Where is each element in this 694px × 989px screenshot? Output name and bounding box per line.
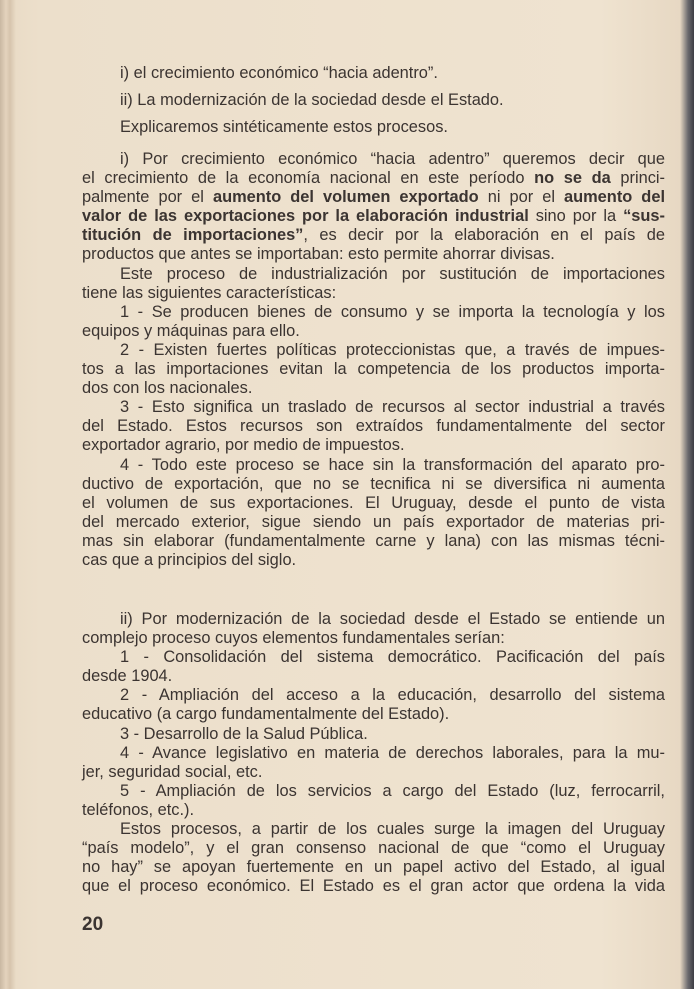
text-segment: 1 - Se producen bienes de consumo y se importa la tecnología y los — [120, 302, 665, 321]
text-segment: 4 - Avance legislativo en materia de derechos laborales, para la mu- — [120, 743, 665, 762]
text-line — [82, 801, 665, 820]
text-segment: 1 - Consolidación del sistema democrático. Pacificación del país — [120, 648, 665, 667]
text-segment: que el proceso económico. El Estado es el gran actor que ordena la vida — [82, 877, 665, 896]
bold-text: no se da — [534, 169, 611, 188]
text-segment: 5 - Ampliación de los servicios a cargo del Estado (luz, ferrocarril, — [120, 781, 665, 800]
text-line — [82, 245, 665, 264]
text-segment: del Estado. Estos recursos son extraídos fundamentalmente del sector — [82, 417, 665, 436]
text-line — [82, 60, 665, 87]
text-line — [82, 87, 665, 114]
text-segment: educativo (a cargo fundamentalmente del Estado). — [82, 705, 450, 724]
text-line — [82, 494, 665, 513]
text-segment: ii) Por modernización de la sociedad desde el Estado se entiende un — [120, 610, 665, 628]
text-line — [82, 169, 665, 188]
text-line — [82, 744, 665, 763]
text-line — [82, 417, 665, 436]
text-segment: productos que antes se importaban: esto permite ahorrar divisas. — [82, 245, 555, 264]
intro-list — [82, 60, 665, 141]
text-segment: 4 - Todo este proceso se hace sin la transformación del aparato pro- — [120, 455, 665, 474]
bold-text: valor de las exportaciones por la elaboración industrial — [82, 207, 529, 226]
text-segment: desde 1904. — [82, 667, 173, 686]
text-line — [82, 667, 665, 686]
text-segment: complejo proceso cuyos elementos fundamentales serían: — [82, 629, 505, 648]
text-line — [82, 705, 665, 724]
text-line — [82, 303, 665, 322]
text-segment: , es decir por la elaboración en el país de — [303, 226, 665, 245]
text-line — [82, 725, 665, 744]
text-line — [82, 475, 665, 494]
text-line — [82, 877, 665, 896]
text-segment: ni por el — [478, 188, 564, 207]
text-segment: exportador agrario, por medio de impuestos. — [82, 436, 405, 455]
text-segment: Estos procesos, a partir de los cuales surge la imagen del Uruguay — [120, 820, 665, 839]
text-segment: tos a las importaciones evitan la competencia de los productos importa- — [82, 360, 665, 379]
bold-text: aumento del — [563, 188, 665, 207]
text-line — [82, 858, 665, 877]
text-segment: jer, seguridad social, etc. — [82, 762, 263, 781]
text-line — [82, 265, 665, 284]
text-line — [82, 610, 665, 629]
text-line — [82, 226, 665, 245]
text-line — [82, 513, 665, 532]
text-segment: Explicaremos sintéticamente estos procesos. — [120, 118, 448, 136]
text-segment: del mercado exterior, sigue siendo un país exportador de materias pri- — [82, 512, 665, 531]
text-line — [82, 839, 665, 858]
text-line — [82, 150, 665, 169]
text-line — [82, 648, 665, 667]
bold-text: “sus- — [623, 207, 665, 226]
text-segment: mas sin elaborar (fundamentalmente carne y lana) con las mismas técni- — [82, 531, 665, 550]
text-segment: 3 - Desarrollo de la Salud Pública. — [120, 724, 368, 743]
text-line — [82, 629, 665, 648]
text-segment: no hay” se apoyan fuertemente en un papel activo del Estado, al igual — [82, 858, 665, 877]
section-modernizacion — [82, 610, 665, 896]
text-segment: 2 - Ampliación del acceso a la educación, desarrollo del sistema — [120, 686, 665, 705]
text-line — [82, 284, 665, 303]
text-segment: i) el crecimiento económico “hacia adentro”. — [120, 64, 438, 82]
text-segment: ductivo de exportación, que no se tecnifica ni se diversifica ni aumenta — [82, 474, 665, 493]
text-line — [82, 532, 665, 551]
page-number: 20 — [82, 914, 104, 935]
text-segment: dos con los nacionales. — [82, 379, 253, 398]
text-line — [82, 763, 665, 782]
text-line — [82, 551, 665, 570]
text-line — [82, 686, 665, 705]
text-line — [82, 322, 665, 341]
text-segment: el volumen de sus exportaciones. El Uruguay, desde el punto de vista — [82, 493, 665, 512]
text-segment: i) Por crecimiento económico “hacia adentro” queremos decir que — [120, 150, 665, 168]
text-line — [82, 820, 665, 839]
text-segment: “país modelo”, y el gran consenso nacional de que “como el Uruguay — [82, 839, 665, 858]
text-line — [82, 782, 665, 801]
text-segment: sino por la — [528, 207, 624, 226]
text-line — [82, 360, 665, 379]
text-line — [82, 379, 665, 398]
text-line — [82, 398, 665, 417]
text-line — [82, 456, 665, 475]
text-segment: 2 - Existen fuertes políticas proteccionistas que, a través de impues- — [120, 340, 665, 359]
text-line — [82, 436, 665, 455]
text-segment: equipos y máquinas para ello. — [82, 321, 300, 340]
text-segment: tiene las siguientes características: — [82, 283, 337, 302]
text-line — [82, 341, 665, 360]
text-line — [82, 114, 665, 141]
text-segment: el crecimiento de la economía nacional en este período — [82, 169, 535, 188]
bold-text: titución de importaciones” — [82, 226, 304, 245]
text-segment: princi- — [610, 169, 665, 188]
text-segment: palmente por el — [82, 188, 213, 207]
text-segment: teléfonos, etc.). — [82, 800, 195, 819]
text-line — [82, 188, 665, 207]
text-segment: 3 - Esto significa un traslado de recursos al sector industrial a través — [120, 398, 665, 417]
text-segment: ii) La modernización de la sociedad desde el Estado. — [120, 91, 504, 109]
text-segment: cas que a principios del siglo. — [82, 550, 297, 569]
text-segment: Este proceso de industrialización por sustitución de importaciones — [120, 264, 665, 283]
bold-text: aumento del volumen exportado — [212, 188, 479, 207]
text-line — [82, 207, 665, 226]
section-crecimiento-hacia-adentro — [82, 150, 665, 570]
